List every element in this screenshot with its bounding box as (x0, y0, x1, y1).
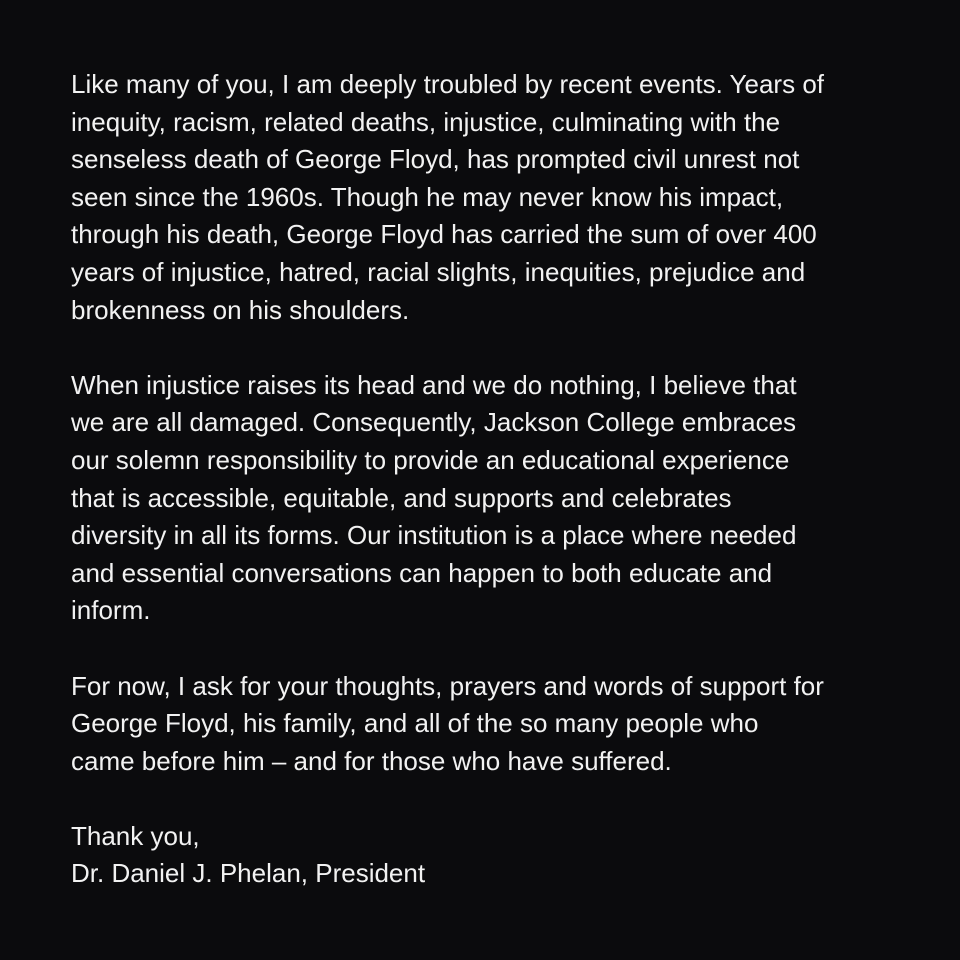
paragraph-line: years of injustice, hatred, racial slights, inequities, prejudice and (71, 256, 806, 287)
paragraph-line: that is accessible, equitable, and supports and celebrates (71, 482, 732, 513)
paragraph-2 (71, 367, 901, 630)
letter-body (71, 66, 901, 893)
paragraph-1 (71, 66, 901, 329)
paragraph-line: came before him – and for those who have suffered. (71, 745, 672, 776)
paragraph-spacer (71, 329, 901, 367)
paragraph-line: diversity in all its forms. Our institution is a place where needed (71, 520, 797, 551)
paragraph-line: George Floyd, his family, and all of the so many people who (71, 708, 759, 739)
signature-line: Dr. Daniel J. Phelan, President (71, 858, 426, 889)
paragraph-line: senseless death of George Floyd, has prompted civil unrest not (71, 144, 800, 175)
closing-line: Thank you, (71, 820, 200, 851)
paragraph-line: seen since the 1960s. Though he may never know his impact, (71, 181, 784, 212)
paragraph-line: we are all damaged. Consequently, Jackson College embraces (71, 407, 797, 438)
paragraph-spacer (71, 780, 901, 818)
paragraph-line: For now, I ask for your thoughts, prayers and words of support for (71, 670, 824, 701)
paragraph-line: inform. (71, 595, 151, 626)
paragraph-line: brokenness on his shoulders. (71, 294, 410, 325)
paragraph-spacer (71, 630, 901, 668)
paragraph-line: through his death, George Floyd has carried the sum of over 400 (71, 219, 817, 250)
paragraph-line: our solemn responsibility to provide an educational experience (71, 444, 790, 475)
paragraph-3 (71, 668, 901, 781)
paragraph-line: Like many of you, I am deeply troubled by recent events. Years of (71, 69, 824, 99)
paragraph-line: and essential conversations can happen to both educate and (71, 557, 773, 588)
paragraph-line: inequity, racism, related deaths, injustice, culminating with the (71, 106, 781, 137)
paragraph-line: When injustice raises its head and we do nothing, I believe that (71, 369, 797, 400)
